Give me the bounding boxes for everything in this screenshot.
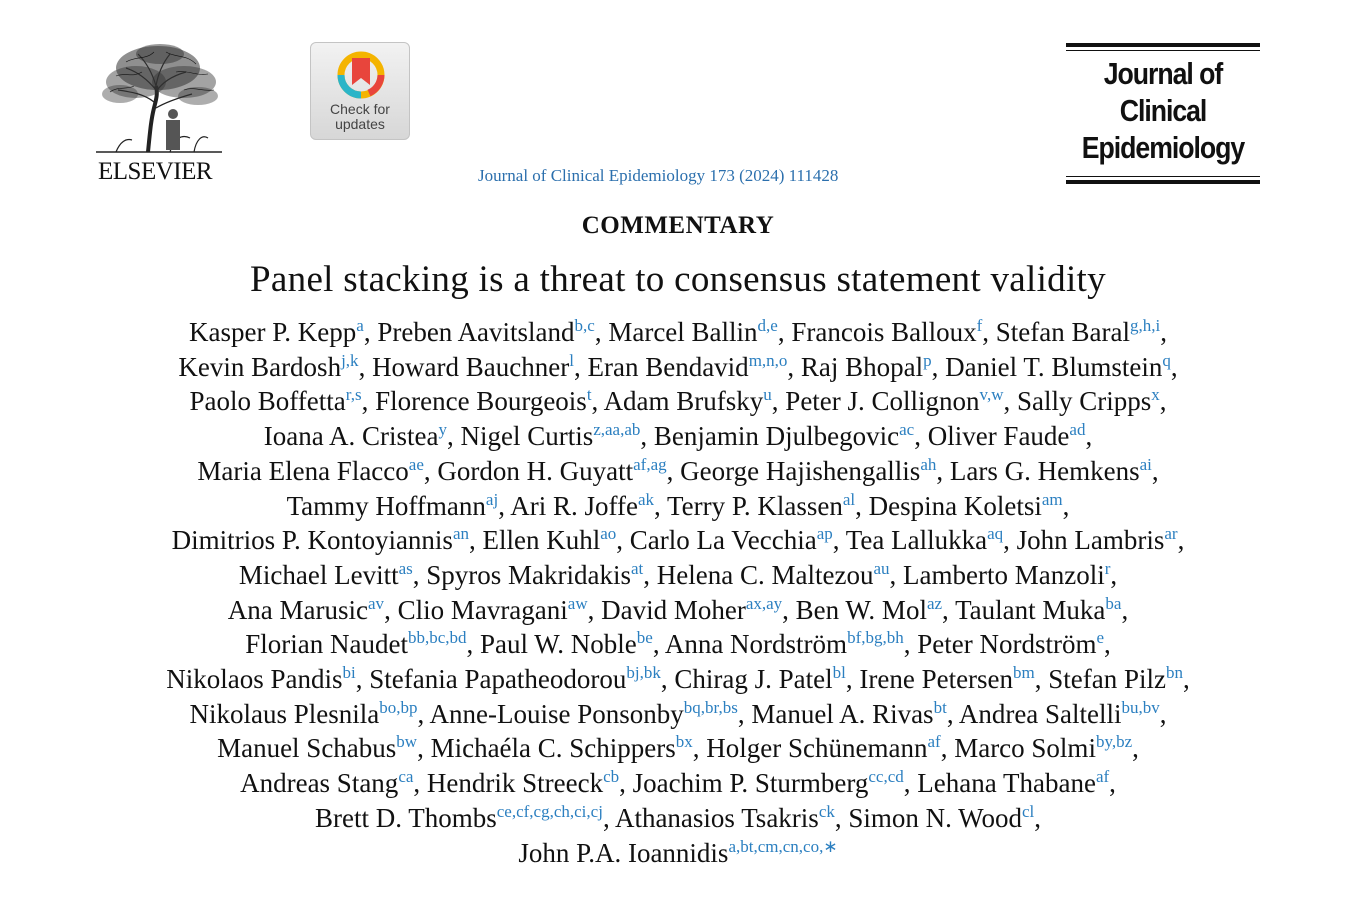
affiliation-link[interactable]: al xyxy=(842,489,856,509)
author-name[interactable]: George Hajishengallis xyxy=(680,455,921,486)
affiliation-link[interactable]: cl xyxy=(1021,801,1035,821)
affiliation-link[interactable]: ce,cf,cg,ch,ci,cj xyxy=(496,801,603,821)
author-name[interactable]: Helena C. Maltezou xyxy=(656,559,874,590)
author-name[interactable]: Simon N. Wood xyxy=(848,802,1022,833)
affiliation-link[interactable]: aq xyxy=(987,524,1004,544)
check-for-updates-button[interactable] xyxy=(310,42,410,140)
author-name[interactable]: Manuel Schabus xyxy=(217,733,397,764)
affiliation-link[interactable]: as xyxy=(398,558,413,578)
affiliation-link[interactable]: an xyxy=(452,524,469,544)
author-name[interactable]: Lamberto Manzoli xyxy=(903,559,1105,590)
author-name[interactable]: Brett D. Thombs xyxy=(315,802,497,833)
affiliation-link[interactable]: j,k xyxy=(341,350,359,370)
author-name[interactable]: Kasper P. Kepp xyxy=(189,317,357,347)
author-name[interactable]: Carlo La Vecchia xyxy=(629,525,817,556)
author-name[interactable]: Sally Cripps xyxy=(1016,386,1152,417)
article-type: COMMENTARY xyxy=(581,212,775,239)
affiliation-link[interactable]: bu,bv xyxy=(1121,697,1160,717)
author-line xyxy=(40,836,1316,871)
affiliation-link[interactable]: by,bz xyxy=(1095,732,1133,752)
affiliation-link[interactable]: bt xyxy=(933,697,947,717)
affiliation-link[interactable]: ah xyxy=(920,454,937,474)
affiliation-link[interactable]: u xyxy=(763,385,772,405)
affiliation-link[interactable]: af xyxy=(927,732,941,752)
author-name[interactable]: Andreas Stang xyxy=(240,768,399,799)
author-name[interactable]: Stefania Papatheodorou xyxy=(369,664,627,695)
affiliation-link[interactable]: t xyxy=(586,385,592,405)
affiliation-link[interactable]: am xyxy=(1041,489,1063,509)
author-line: Maria Elena Flacco$^{ae}$, Gordon H. Guyatt$^{af,ag}$, George Hajishengallis$^{ah}$, Lars G. Hemkens$^{ai}$, xyxy=(197,454,1159,486)
affiliation-link[interactable]: bo,bp xyxy=(379,697,418,717)
author-name[interactable]: Chirag J. Patel xyxy=(674,664,833,695)
affiliation-link[interactable]: af,ag xyxy=(633,454,667,474)
author-name[interactable]: Tammy Hoffmann xyxy=(286,490,486,521)
affiliation-link[interactable]: bl xyxy=(832,663,846,683)
author-name[interactable]: Peter Nordström xyxy=(917,629,1097,660)
affiliation-link[interactable]: l xyxy=(569,350,574,370)
affiliation-link[interactable]: b,c xyxy=(574,316,595,335)
affiliation-link[interactable]: bf,bg,bh xyxy=(847,628,904,648)
author-line: Florian Naudet$^{bb,bc,bd}$, Paul W. Noble$^{be}$, Anna Nordström$^{bf,bg,bh}$, Peter Nordström$^e$, xyxy=(245,628,1111,660)
author-name[interactable]: Nikolaus Plesnila xyxy=(189,698,380,729)
journal-logo-line: Clinical xyxy=(1119,93,1207,128)
affiliation-link[interactable]: r,s xyxy=(345,385,362,405)
publisher-logo[interactable] xyxy=(96,42,222,184)
affiliation-link[interactable]: ao xyxy=(600,524,617,544)
affiliation-link[interactable]: aj xyxy=(485,489,499,509)
journal-logo-rule xyxy=(1066,180,1260,184)
affiliation-link[interactable]: at xyxy=(631,558,644,578)
author-name[interactable]: Joachim P. Sturmberg xyxy=(632,768,869,799)
journal-reference-link[interactable]: Journal of Clinical Epidemiology 173 (2024) 111428 xyxy=(478,166,839,185)
affiliation-link[interactable]: d,e xyxy=(757,316,778,335)
affiliation-link[interactable]: g,h,i xyxy=(1129,316,1161,335)
author-name[interactable]: Ioana A. Cristea xyxy=(263,421,439,452)
affiliation-link[interactable]: a xyxy=(356,316,364,335)
journal-logo-line: Epidemiology xyxy=(1081,130,1245,165)
affiliation-link[interactable]: r xyxy=(1104,558,1111,578)
crossmark-line-1: Check for xyxy=(330,101,390,117)
affiliation-link[interactable]: cc,cd xyxy=(868,767,904,787)
affiliation-link[interactable]: bi xyxy=(342,663,356,683)
affiliation-link[interactable]: af xyxy=(1095,767,1110,787)
affiliation-link[interactable]: a,bt,cm,cn,co,∗ xyxy=(728,836,838,856)
author-name[interactable]: Athanasios Tsakris xyxy=(614,802,819,833)
author-line: Kasper P. Kepp$^a$, Preben Aavitsland$^{b,c}$, Marcel Ballin$^{d,e}$, Francois Balloux$^f$, Stefan Baral$^{g,h,i}$, xyxy=(189,316,1167,347)
affiliation-link[interactable]: z,aa,ab xyxy=(593,420,641,440)
author-line: Manuel Schabus$^{bw}$, Michaéla C. Schippers$^{bx}$, Holger Schünemann$^{af}$, Marco Solmi$^{by,bz}$, xyxy=(217,732,1139,764)
crossmark-label xyxy=(311,102,409,132)
author-name[interactable]: Despina Koletsi xyxy=(868,490,1042,521)
author-name[interactable]: Lars G. Hemkens xyxy=(949,455,1140,486)
affiliation-link[interactable]: be xyxy=(636,628,653,648)
elsevier-tree-icon xyxy=(96,42,222,154)
publisher-name: ELSEVIER xyxy=(98,158,213,185)
author-name[interactable]: Anne-Louise Ponsonby xyxy=(429,698,684,729)
journal-logo-rule xyxy=(1066,176,1260,177)
author-name[interactable]: John Lambris xyxy=(1016,525,1165,556)
author-name[interactable]: John P.A. Ioannidis xyxy=(518,837,729,868)
author-line: Brett D. Thombs$^{ce,cf,cg,ch,ci,cj}$, Athanasios Tsakris$^{ck}$, Simon N. Wood$^{cl}$, xyxy=(315,801,1041,833)
author-name[interactable]: Lehana Thabane xyxy=(917,768,1096,799)
affiliation-link[interactable]: bw xyxy=(396,732,418,752)
author-line: Kevin Bardosh$^{j,k}$, Howard Bauchner$^l$, Eran Bendavid$^{m,n,o}$, Raj Bhopal$^p$, Daniel T. Blumstein$^q$, xyxy=(178,350,1178,382)
author-name[interactable]: Adam Brufsky xyxy=(603,386,764,417)
author-name[interactable]: Paul W. Noble xyxy=(480,629,637,660)
affiliation-link[interactable]: y xyxy=(438,420,447,440)
journal-logo-line: Journal of xyxy=(1103,56,1223,91)
author-name[interactable]: Clio Mavragani xyxy=(397,594,568,625)
affiliation-link[interactable]: ad xyxy=(1069,420,1086,440)
author-line: Dimitrios P. Kontoyiannis$^{an}$, Ellen Kuhl$^{ao}$, Carlo La Vecchia$^{ap}$, Tea Lallukka$^{aq}$, John Lambris$^{ar}$, xyxy=(171,524,1185,556)
affiliation-link[interactable]: ak xyxy=(637,489,654,509)
author-name[interactable]: Michael Levitt xyxy=(238,559,399,590)
journal-logo-rule xyxy=(1066,43,1260,47)
author-name[interactable]: Michaéla C. Schippers xyxy=(430,733,676,764)
affiliation-link[interactable]: ai xyxy=(1139,454,1152,474)
author-name[interactable]: Gordon H. Guyatt xyxy=(437,455,634,486)
affiliation-link[interactable]: ax,ay xyxy=(745,593,783,613)
affiliation-link[interactable]: x xyxy=(1151,385,1160,405)
affiliation-link[interactable]: au xyxy=(873,558,890,578)
author-line: Nikolaos Pandis$^{bi}$, Stefania Papatheodorou$^{bj,bk}$, Chirag J. Patel$^{bl}$, Irene Petersen$^{bm}$, Stefan Pilz$^{bn}$, xyxy=(166,663,1190,695)
author-name[interactable]: Andrea Saltelli xyxy=(958,698,1122,729)
author-line: Andreas Stang$^{ca}$, Hendrik Streeck$^{cb}$, Joachim P. Sturmberg$^{cc,cd}$, Lehana Thabane$^{af}$, xyxy=(240,767,1116,799)
author-name[interactable]: Nikolaos Pandis xyxy=(166,664,343,695)
journal-logo-rule xyxy=(1066,50,1260,51)
affiliation-link[interactable]: q xyxy=(1162,350,1171,370)
journal-logo-text xyxy=(1080,55,1247,166)
author-name[interactable]: Anna Nordström xyxy=(664,629,848,660)
affiliation-link[interactable]: ba xyxy=(1105,593,1122,613)
author-name[interactable]: Spyros Makridakis xyxy=(426,559,631,590)
affiliation-link[interactable]: av xyxy=(368,593,385,613)
author-name[interactable]: Preben Aavitsland xyxy=(377,317,575,347)
crossmark-line-2: updates xyxy=(335,116,385,132)
journal-logo[interactable] xyxy=(1066,43,1260,184)
author-name[interactable]: Oliver Faude xyxy=(927,421,1070,452)
author-name[interactable]: Ana Marusic xyxy=(227,594,369,625)
author-line: Nikolaus Plesnila$^{bo,bp}$, Anne-Louise Ponsonby$^{bq,br,bs}$, Manuel A. Rivas$^{bt}$, Andrea Saltelli$^{bu,bv}$, xyxy=(189,697,1167,729)
affiliation-link[interactable]: v,w xyxy=(979,385,1004,405)
author-name[interactable]: Nigel Curtis xyxy=(460,421,594,452)
author-line: Ana Marusic$^{av}$, Clio Mavragani$^{aw}$, David Moher$^{ax,ay}$, Ben W. Mol$^{az}$, Taulant Muka$^{ba}$, xyxy=(227,593,1129,625)
author-name[interactable]: Dimitrios P. Kontoyiannis xyxy=(171,525,453,556)
author-name[interactable]: Daniel T. Blumstein xyxy=(945,351,1163,382)
author-name[interactable]: Holger Schünemann xyxy=(706,733,928,764)
author-name[interactable]: Stefan Pilz xyxy=(1048,664,1167,695)
affiliation-link[interactable]: ae xyxy=(408,454,424,474)
affiliation-link[interactable]: bm xyxy=(1013,663,1035,683)
affiliation-link[interactable]: ck xyxy=(818,801,835,821)
affiliation-link[interactable]: p xyxy=(923,350,932,370)
author-line: Paolo Boffetta$^{r,s}$, Florence Bourgeois$^t$, Adam Brufsky$^u$, Peter J. Collignon$^{v,w}$, Sally Cripps$^x$, xyxy=(189,385,1167,417)
author-name[interactable]: Stefan Baral xyxy=(995,317,1130,347)
author-name[interactable]: Florian Naudet xyxy=(245,629,408,660)
author-name[interactable]: Taulant Muka xyxy=(955,594,1106,625)
author-name[interactable]: Howard Bauchner xyxy=(372,351,570,382)
author-name[interactable]: Paolo Boffetta xyxy=(189,386,346,417)
author-name[interactable]: Ben W. Mol xyxy=(795,594,927,625)
affiliation-link[interactable]: bq,br,bs xyxy=(683,697,738,717)
affiliation-link[interactable]: aw xyxy=(567,593,588,613)
author-name[interactable]: Kevin Bardosh xyxy=(178,351,342,382)
author-name[interactable]: Manuel A. Rivas xyxy=(751,698,934,729)
author-name[interactable]: Marcel Ballin xyxy=(608,317,758,347)
author-name[interactable]: Francois Balloux xyxy=(791,317,977,347)
author-name[interactable]: Peter J. Collignon xyxy=(785,386,980,417)
affiliation-link[interactable]: m,n,o xyxy=(748,350,788,370)
author-line: Michael Levitt$^{as}$, Spyros Makridakis$^{at}$, Helena C. Maltezou$^{au}$, Lamberto Manzoli$^r$, xyxy=(238,558,1118,590)
author-name[interactable]: Ellen Kuhl xyxy=(482,525,601,556)
author-name[interactable]: Benjamin Djulbegovic xyxy=(653,421,900,452)
author-line: Tammy Hoffmann$^{aj}$, Ari R. Joffe$^{ak}$, Terry P. Klassen$^{al}$, Despina Koletsi$^{am}$, xyxy=(286,489,1070,521)
author-name[interactable]: Florence Bourgeois xyxy=(375,386,587,417)
author-name[interactable]: Marco Solmi xyxy=(954,733,1096,764)
affiliation-link[interactable]: bn xyxy=(1166,663,1184,683)
author-name[interactable]: Terry P. Klassen xyxy=(667,490,843,521)
author-name[interactable]: Tea Lallukka xyxy=(845,525,988,556)
affiliation-link[interactable]: f xyxy=(976,316,983,335)
crossmark-icon xyxy=(335,49,387,101)
author-name[interactable]: David Moher xyxy=(601,594,746,625)
author-name[interactable]: Maria Elena Flacco xyxy=(197,455,409,486)
author-list xyxy=(40,315,1316,870)
author-name[interactable]: Hendrik Streeck xyxy=(426,768,604,799)
affiliation-link[interactable]: az xyxy=(926,593,943,613)
affiliation-link[interactable]: cb xyxy=(603,767,620,787)
affiliation-link[interactable]: e xyxy=(1096,628,1104,648)
author-name[interactable]: Ari R. Joffe xyxy=(510,490,638,521)
author-name[interactable]: Irene Petersen xyxy=(859,664,1014,695)
affiliation-link[interactable]: ca xyxy=(398,767,414,787)
affiliation-link[interactable]: bb,bc,bd xyxy=(407,628,467,648)
affiliation-link[interactable]: ac xyxy=(899,420,915,440)
affiliation-link[interactable]: ar xyxy=(1164,524,1178,544)
affiliation-link[interactable]: bx xyxy=(675,732,693,752)
article-title: Panel stacking is a threat to consensus statement validity xyxy=(250,259,1106,300)
affiliation-link[interactable]: bj,bk xyxy=(626,663,661,683)
author-line: Ioana A. Cristea$^y$, Nigel Curtis$^{z,aa,ab}$, Benjamin Djulbegovic$^{ac}$, Oliver Faude$^{ad}$, xyxy=(263,420,1093,452)
author-name[interactable]: Raj Bhopal xyxy=(800,351,924,382)
affiliation-link[interactable]: ap xyxy=(816,524,833,544)
author-name[interactable]: Eran Bendavid xyxy=(587,351,749,382)
